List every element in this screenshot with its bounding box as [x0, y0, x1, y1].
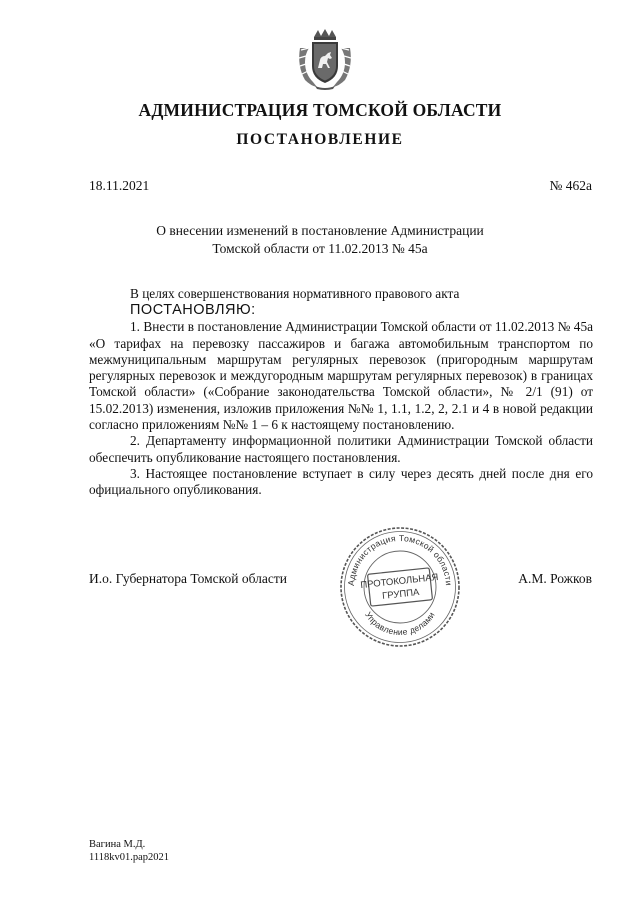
stamp-ring-top: Администрация Томской области: [345, 532, 455, 587]
document-body: [89, 286, 593, 499]
document-number: № 462а: [549, 178, 592, 193]
signatory-title: И.о. Губернатора Томской области: [89, 571, 287, 586]
organization-title: АДМИНИСТРАЦИЯ ТОМСКОЙ ОБЛАСТИ: [138, 100, 502, 120]
document-type: ПОСТАНОВЛЕНИЕ: [236, 131, 404, 148]
tomsk-coat-of-arms-icon: [297, 28, 353, 90]
subject-line-1: О внесении изменений в постановление Администрации: [156, 223, 484, 238]
footer-author-block: [89, 838, 169, 864]
body-intro: В целях совершенствования нормативного правового акта: [130, 286, 460, 301]
stamp-center-line-1: ПРОТОКОЛЬНАЯ: [359, 571, 439, 592]
footer-author: Вагина М.Д.: [89, 839, 146, 850]
official-stamp: [338, 525, 462, 649]
body-paragraph-2: 2. Департаменту информационной политики Администрации Томской области обеспечить опубликование настоящего постановления.: [89, 433, 593, 465]
signatory-name: А.М. Рожков: [518, 571, 592, 586]
body-paragraph-1: 1. Внести в постановление Администрации Томской области от 11.02.2013 № 45а «О тарифах на перевозку пассажиров и багажа автомобильным транспортом по межмуниципальным маршрутам регулярных перевозок (пригородным маршрутам регулярных перевозок и междугородным маршрутам регулярных перевозок) в границах Томской области» («Собрание законодательства Томской области», № 2/1 (91) от 15.02.2013) изменения, изложив приложения №№ 1, 1.1, 1.2, 2, 2.1 и 4 в новой редакции согласно приложениям №№ 1 – 6 к настоящему постановлению.: [89, 319, 593, 433]
document-date: 18.11.2021: [89, 178, 150, 193]
stamp-center-line-2: ГРУППА: [381, 587, 420, 602]
document-subject: [0, 222, 640, 258]
body-paragraph-3: 3. Настоящее постановление вступает в силу через десять дней после дня его официального опубликования.: [89, 465, 593, 498]
body-resolve: ПОСТАНОВЛЯЮ:: [130, 302, 256, 319]
stamp-ring-bottom: Управление делами: [363, 609, 437, 638]
footer-file: 1118kv01.pap2021: [89, 852, 170, 863]
svg-text:Управление делами: [363, 610, 437, 637]
subject-line-2: Томской области от 11.02.2013 № 45а: [212, 241, 428, 256]
